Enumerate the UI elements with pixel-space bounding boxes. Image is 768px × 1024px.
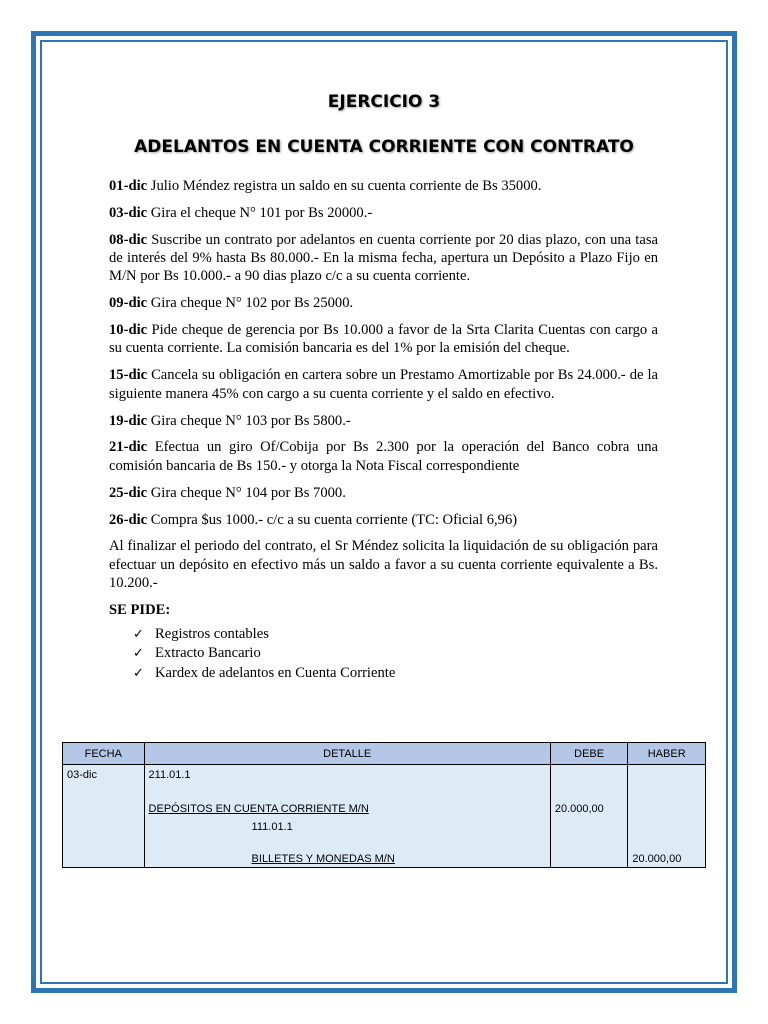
- entry-date: 08-dic: [109, 231, 148, 248]
- closing-paragraph: Al finalizar el periodo del contrato, el Sr Méndez solicita la liquidación de su obligación para efectuar un depósito en efectivo más un saldo a favor a su cuenta corriente equivalente a Bs. 10.200.-: [109, 538, 658, 591]
- entry-text: Gira el cheque N° 101 por Bs 20000.-: [150, 204, 373, 221]
- exercise-body: [109, 177, 658, 683]
- subtitle: ADELANTOS EN CUENTA CORRIENTE CON CONTRATO: [134, 137, 634, 157]
- check-icon: ✓: [133, 627, 144, 643]
- entry-text: Compra $us 1000.- c/c a su cuenta corriente (TC: Oficial 6,96): [150, 511, 518, 528]
- debit-account: DEPÓSITOS EN CUENTA CORRIENTE M/N: [148, 803, 369, 815]
- column-header-haber: HABER: [628, 743, 706, 765]
- entry-date: 21-dic: [109, 439, 148, 456]
- credit-account: BILLETES Y MONEDAS M/N: [251, 853, 395, 865]
- entry: [109, 438, 658, 475]
- check-icon: ✓: [133, 646, 144, 662]
- entry-text: Pide cheque de gerencia por Bs 10.000 a favor de la Srta Clarita Cuentas con cargo a su cuenta corriente. La comisión bancaria es del 1% por la emisión del cheque.: [109, 322, 658, 357]
- cell-detalle: [144, 765, 550, 868]
- requirements-heading: SE PIDE:: [109, 601, 171, 618]
- debit-code: 211.01.1: [148, 769, 191, 781]
- entry: [109, 366, 658, 403]
- entry-date: 01-dic: [109, 178, 148, 194]
- entry-text: Gira cheque N° 103 por Bs 5800.-: [150, 412, 351, 429]
- entry: [109, 204, 658, 222]
- check-icon: ✓: [133, 665, 144, 681]
- exercise-title: EJERCICIO 3: [327, 92, 441, 112]
- list-item: ✓ Registros contables: [133, 625, 658, 644]
- cell-fecha: 03-dic: [63, 765, 145, 868]
- credit-amount: 20.000,00: [632, 853, 682, 865]
- entry-text: Efectua un giro Of/Cobija por Bs 2.300 por la operación del Banco cobra una comisión bancaria de Bs 150.- y otorga la Nota Fiscal correspondiente: [109, 439, 658, 474]
- entry: [109, 231, 658, 286]
- entry-text: Gira cheque N° 102 por Bs 25000.: [150, 295, 354, 312]
- column-header-detalle: DETALLE: [144, 743, 550, 765]
- entry: [109, 412, 658, 430]
- list-item: ✓ Extracto Bancario: [133, 644, 658, 663]
- entry-date: 09-dic: [109, 295, 148, 312]
- credit-code: 111.01.1: [251, 821, 293, 833]
- debit-amount: 20.000,00: [554, 803, 604, 815]
- entry: [109, 321, 658, 358]
- entry-date: 25-dic: [109, 484, 148, 501]
- entry-text: Cancela su obligación en cartera sobre un Prestamo Amortizable por Bs 24.000.- de la siguiente manera 45% con cargo a su cuenta corriente y el saldo en efectivo.: [109, 367, 658, 402]
- cell-debe: [550, 765, 628, 868]
- entry-date: 19-dic: [109, 412, 148, 429]
- list-item: ✓ Kardex de adelantos en Cuenta Corriente: [133, 664, 658, 683]
- entry: [109, 177, 658, 195]
- cell-haber: [628, 765, 706, 868]
- table-header-row: [63, 743, 706, 765]
- entry: [109, 511, 658, 529]
- entry-text: Gira cheque N° 104 por Bs 7000.: [150, 484, 346, 501]
- entry-date: 10-dic: [109, 322, 148, 339]
- requirements-list: [133, 625, 658, 683]
- entry: [109, 484, 658, 502]
- entry-date: 26-dic: [109, 511, 148, 528]
- entry: [109, 294, 658, 312]
- ledger-table: [62, 742, 706, 868]
- entry-text: Suscribe un contrato por adelantos en cuenta corriente por 20 dias plazo, con una tasa de interés del 9% hasta Bs 80.000.- En la misma fecha, apertura un Depósito a Plazo Fijo en M/N por Bs 10.000.- a 90 dias plazo c/c a su cuenta corriente.: [109, 231, 658, 285]
- entry-date: 15-dic: [109, 367, 148, 384]
- column-header-fecha: FECHA: [63, 743, 145, 765]
- entry-date: 03-dic: [109, 204, 148, 221]
- column-header-debe: DEBE: [550, 743, 628, 765]
- table-row: [63, 765, 706, 868]
- entry-text: Julio Méndez registra un saldo en su cuenta corriente de Bs 35000.: [150, 178, 542, 194]
